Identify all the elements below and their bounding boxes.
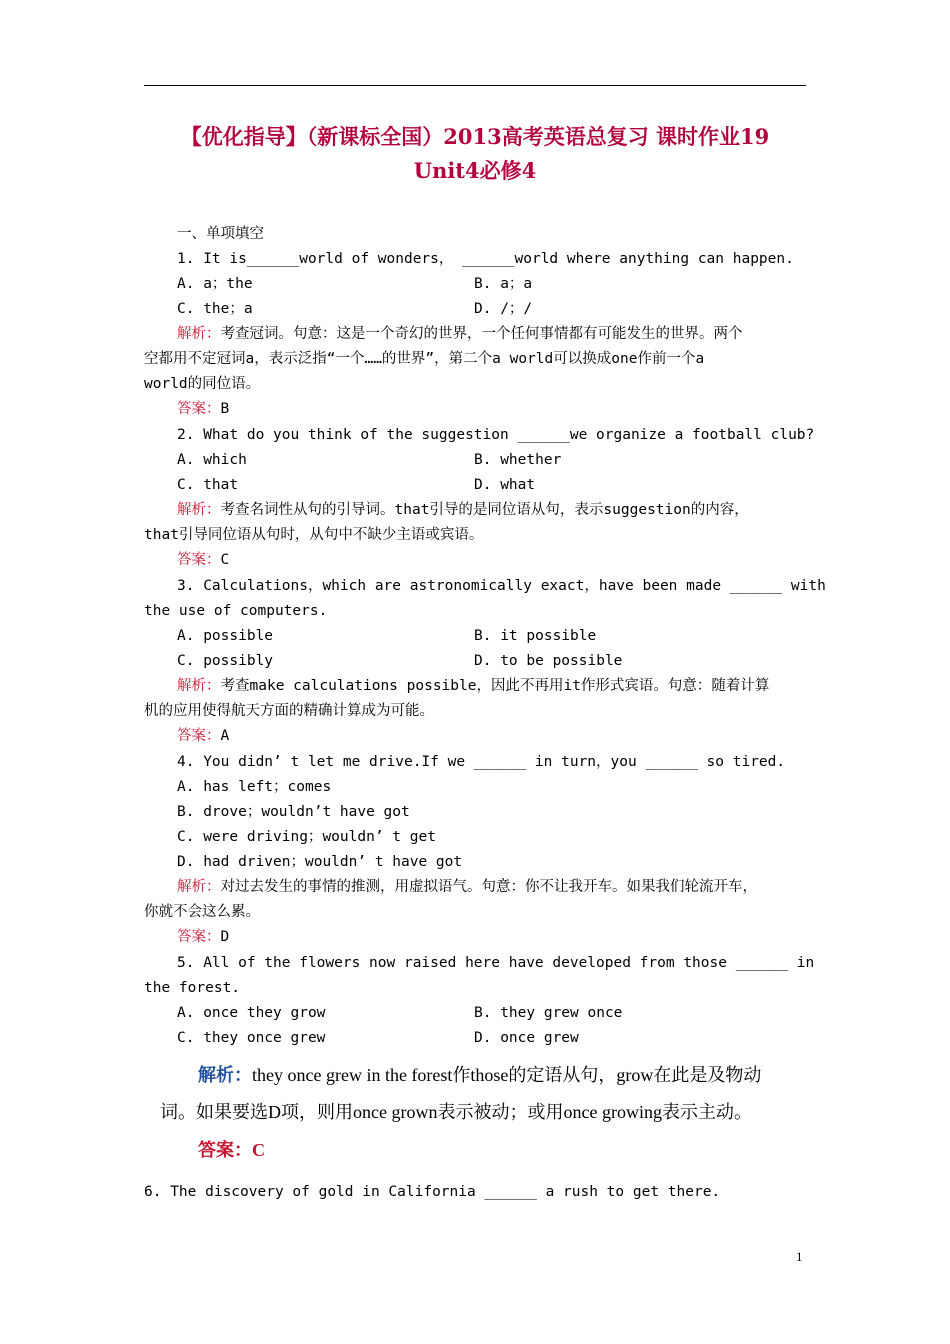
question-5-option-c: C. they once grew: [177, 1030, 326, 1046]
question-3-option-a: A. possible: [177, 628, 274, 644]
question-1-option-c: C. the；a: [177, 301, 253, 317]
analysis-label: 解析：: [177, 502, 221, 518]
answer-value: C: [252, 1140, 265, 1160]
question-3-analysis: [177, 676, 769, 696]
answer-label: 答案：: [177, 728, 221, 744]
question-5-answer: [198, 1138, 265, 1162]
question-6-stem: 6. The discovery of gold in California ______ a rush to get there.: [144, 1184, 721, 1200]
question-1-answer: [177, 399, 229, 419]
question-1-analysis: [177, 324, 743, 344]
answer-label: 答案：: [177, 929, 221, 945]
question-5-option-d: D. once grew: [474, 1030, 579, 1046]
question-4-analysis-line2: 你就不会这么累。: [144, 904, 260, 920]
question-5-stem: 5. All of the flowers now raised here have developed from those ______ in: [177, 955, 815, 971]
question-5-stem-line2: the forest.: [144, 980, 241, 996]
question-1-analysis-line3: world的同位语。: [144, 376, 261, 392]
question-4-option-a: A. has left；comes: [177, 779, 332, 795]
answer-label: 答案：: [177, 552, 221, 568]
question-5-option-b: B. they grew once: [474, 1005, 623, 1021]
question-2-option-a: A. which: [177, 452, 247, 468]
analysis-label: 解析：: [177, 879, 221, 895]
answer-label: 答案：: [177, 401, 221, 417]
page-number: 1: [796, 1249, 803, 1264]
answer-value: A: [220, 728, 230, 744]
question-2-option-b: B. whether: [474, 452, 562, 468]
answer-value: B: [220, 401, 230, 417]
question-2-option-c: C. that: [177, 477, 239, 493]
question-3-option-d: D. to be possible: [474, 653, 623, 669]
question-3-option-b: B. it possible: [474, 628, 597, 644]
question-4-option-c: C. were driving；wouldn’ t get: [177, 829, 436, 845]
question-4-option-b: B. drove；wouldn’t have got: [177, 804, 410, 820]
question-5-analysis-line2: 词。如果要选D项，则用once grown表示被动；或用once growing表示主动。: [160, 1102, 752, 1122]
question-4-stem: 4. You didn’ t let me drive.If we ______ in turn，you ______ so tired.: [177, 754, 786, 770]
question-5-analysis: [198, 1063, 761, 1087]
top-rule: [144, 85, 806, 86]
analysis-label: 解析：: [198, 1065, 252, 1085]
answer-value: D: [220, 929, 230, 945]
question-3-option-c: C. possibly: [177, 653, 274, 669]
question-2-answer: [177, 550, 229, 570]
question-1-analysis-line2: 空都用不定冠词a，表示泛指“一个……的世界”，第二个a world可以换成one作前一个a: [144, 351, 705, 367]
page-title-line2: Unit4必修4: [413, 158, 537, 183]
question-1-option-a: A. a；the: [177, 276, 253, 292]
question-1-option-b: B. a；a: [474, 276, 533, 292]
analysis-text: they once grew in the forest作those的定语从句，grow在此是及物动: [252, 1065, 762, 1085]
question-3-answer: [177, 726, 229, 746]
question-2-stem: 2. What do you think of the suggestion ______we organize a football club?: [177, 427, 815, 443]
analysis-label: 解析：: [177, 326, 221, 342]
question-4-option-d: D. had driven；wouldn’ t have got: [177, 854, 463, 870]
question-4-analysis: [177, 877, 757, 897]
page-title-line1: 【优化指导】（新课标全国）2013高考英语总复习 课时作业19: [180, 124, 770, 149]
answer-label: 答案：: [198, 1140, 252, 1160]
question-5-option-a: A. once they grow: [177, 1005, 326, 1021]
question-4-answer: [177, 927, 229, 947]
section-heading: 一、单项填空: [177, 226, 264, 242]
question-3-analysis-line2: 机的应用使得航天方面的精确计算成为可能。: [144, 703, 434, 719]
answer-value: C: [220, 552, 230, 568]
analysis-label: 解析：: [177, 678, 221, 694]
analysis-text: 对过去发生的事情的推测，用虚拟语气。句意：你不让我开车。如果我们轮流开车，: [220, 879, 757, 895]
analysis-text: 考查冠词。句意：这是一个奇幻的世界，一个任何事情都有可能发生的世界。两个: [220, 326, 743, 342]
question-2-analysis-line2: that引导同位语从句时，从句中不缺少主语或宾语。: [144, 527, 484, 543]
question-3-stem: 3. Calculations，which are astronomically exact，have been made ______ with: [177, 578, 826, 594]
question-3-stem-line2: the use of computers.: [144, 603, 328, 619]
question-1-option-d: D. /；/: [474, 301, 533, 317]
question-1-stem: 1. It is______world of wonders， ______world where anything can happen.: [177, 251, 794, 267]
question-2-option-d: D. what: [474, 477, 536, 493]
analysis-text: 考查make calculations possible，因此不再用it作形式宾语。句意：随着计算: [220, 678, 770, 694]
analysis-text: 考查名词性从句的引导词。that引导的是同位语从句，表示suggestion的内容，: [220, 502, 749, 518]
question-2-analysis: [177, 500, 749, 520]
